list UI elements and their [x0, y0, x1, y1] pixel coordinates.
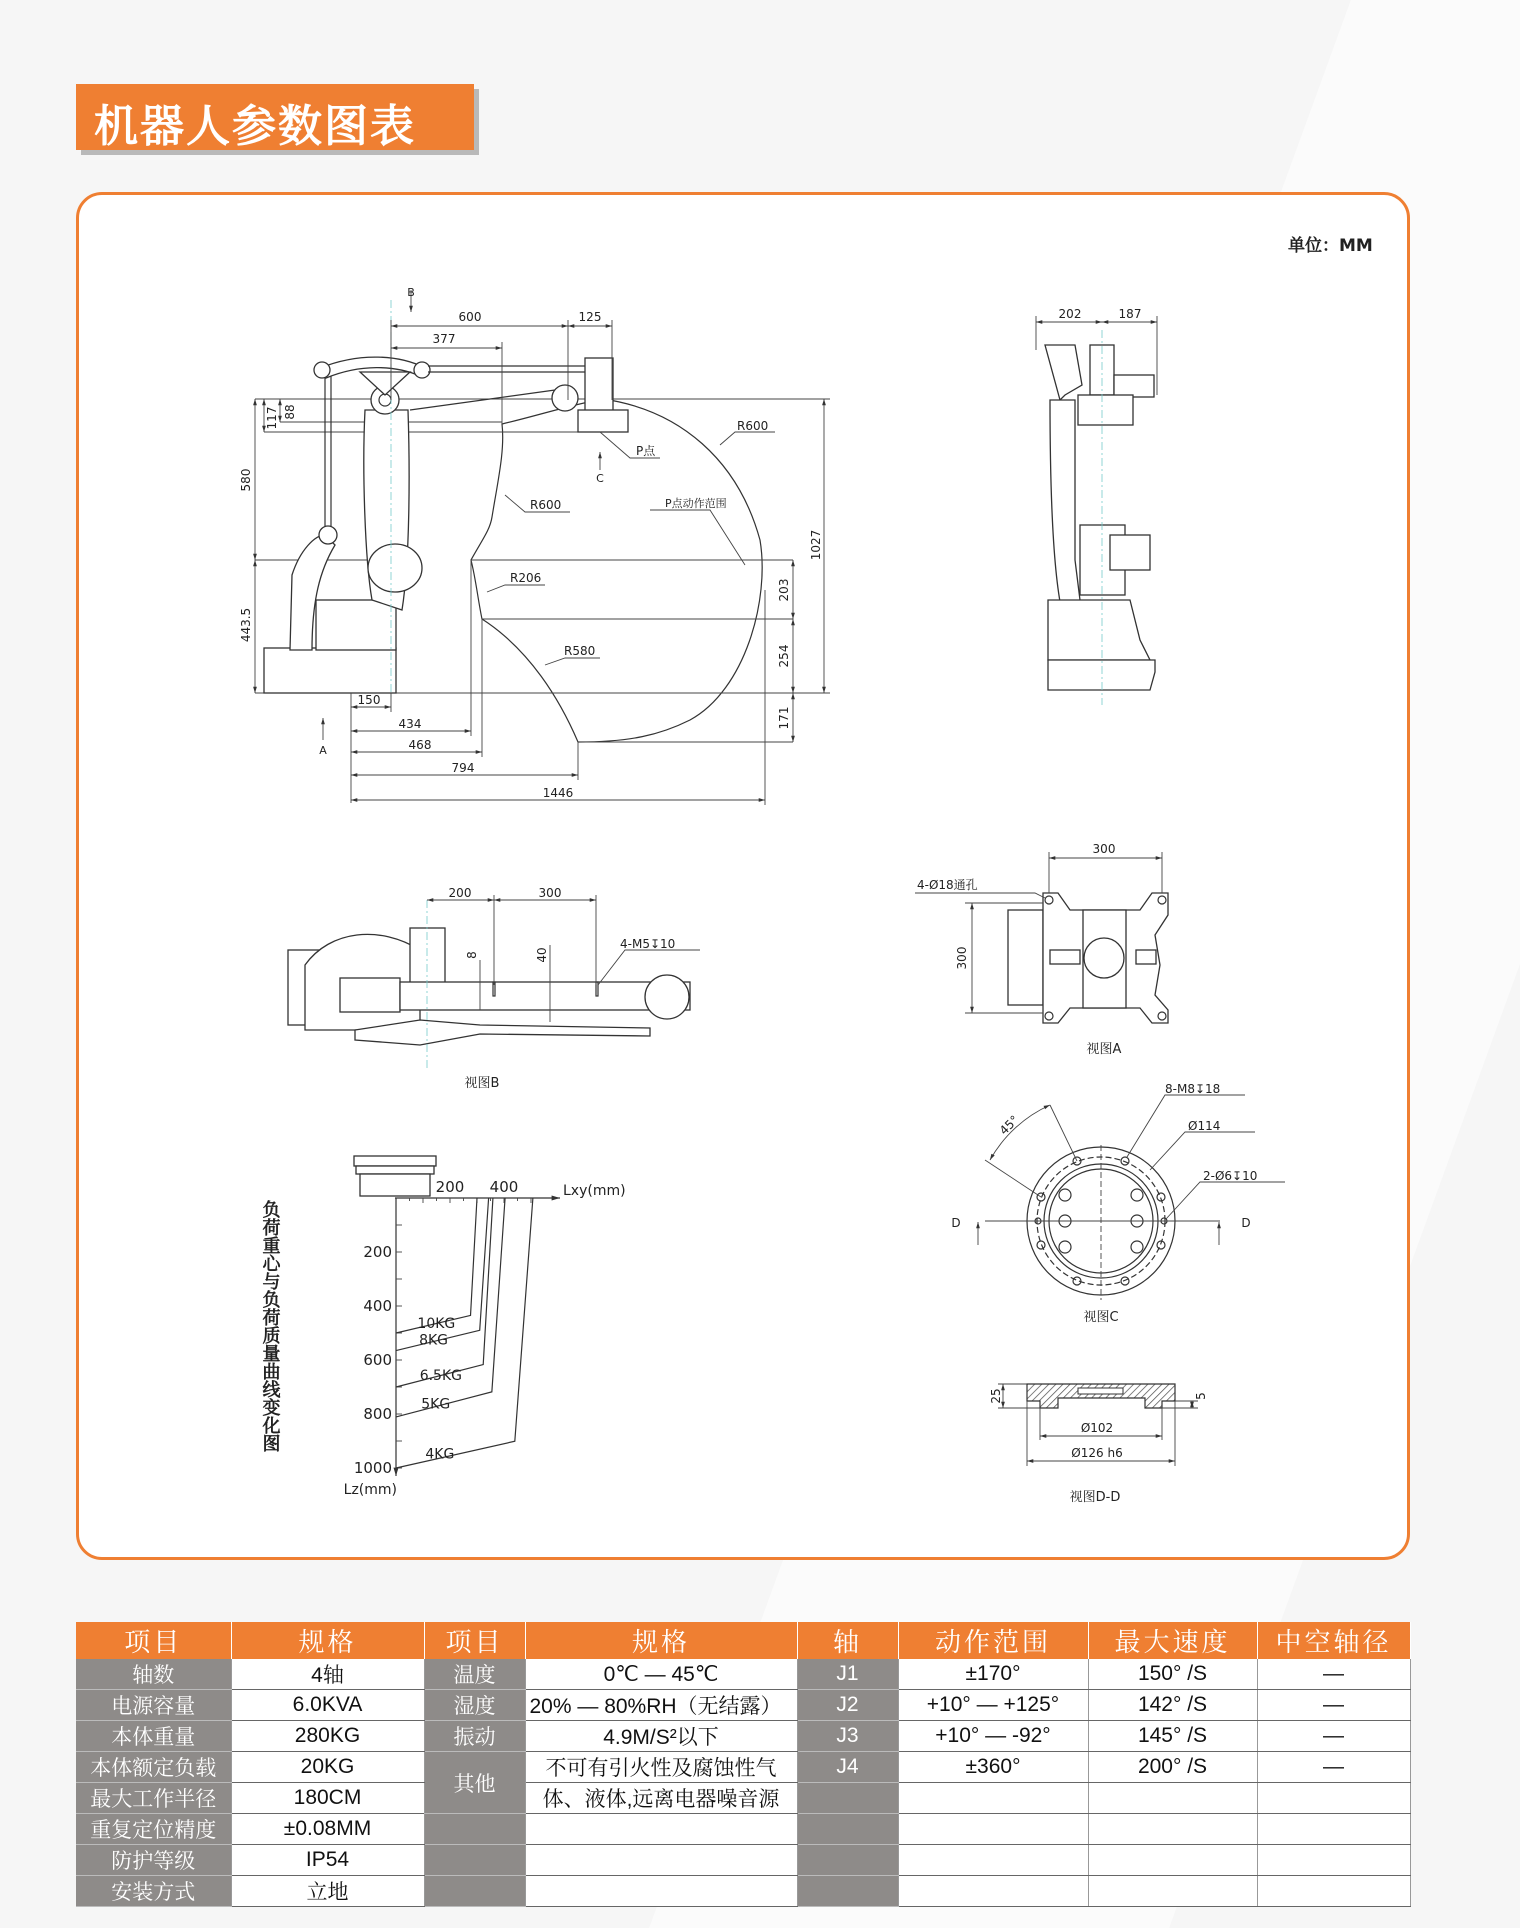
header-item: 项目 [76, 1622, 231, 1659]
dim-202: 202 [1058, 307, 1082, 321]
label-m8-holes: 8-M8↧18 [1165, 1082, 1221, 1096]
page-title: 机器人参数图表 [94, 101, 416, 152]
header-spec: 规格 [231, 1622, 424, 1659]
label-45-degree: 45° [996, 1112, 1022, 1138]
label-p-range: P点动作范围 [665, 497, 727, 510]
empty-cell [1088, 1845, 1257, 1876]
load-curve-label: 6.5KG [419, 1367, 462, 1384]
dim-254: 254 [777, 644, 791, 668]
header-axis: 轴 [797, 1622, 898, 1659]
range-cell: +10° — -92° [898, 1721, 1088, 1752]
robot-side-drawing [264, 357, 628, 693]
spec-cell: 立地 [231, 1876, 424, 1907]
empty-cell [424, 1876, 525, 1907]
label-r600-inner: R600 [530, 498, 562, 512]
view-c [951, 1082, 1285, 1325]
label-m5-holes: 4-M5↧10 [620, 937, 676, 951]
view-a-title: 视图A [1086, 1042, 1122, 1057]
y-tick-400: 400 [363, 1297, 392, 1315]
dim-125: 125 [578, 310, 602, 324]
range-cell: ±170° [898, 1659, 1088, 1690]
empty-cell [525, 1876, 797, 1907]
hollow-cell: — [1257, 1690, 1410, 1721]
axis-cell: J2 [797, 1690, 898, 1721]
empty-cell [898, 1876, 1088, 1907]
dim-171: 171 [777, 706, 791, 730]
dim-150: 150 [357, 693, 381, 707]
empty-cell [1088, 1814, 1257, 1845]
spec-cell: 280KG [231, 1721, 424, 1752]
view-b-title: 视图B [464, 1076, 500, 1091]
speed-cell: 142° /S [1088, 1690, 1257, 1721]
dim-187: 187 [1118, 307, 1142, 321]
hollow-cell: — [1257, 1752, 1410, 1783]
hollow-cell: — [1257, 1659, 1410, 1690]
y-tick-800: 800 [363, 1405, 392, 1423]
table-row [76, 1659, 1410, 1690]
dim-1027: 1027 [809, 529, 823, 561]
side-view [239, 286, 830, 805]
header-speed: 最大速度 [1088, 1622, 1257, 1659]
spec-cell: 4.9M/S²以下 [525, 1721, 797, 1752]
dim-434: 434 [398, 717, 422, 731]
dim-468: 468 [408, 738, 432, 752]
table-header-row [76, 1622, 1410, 1659]
header-spec-2: 规格 [525, 1622, 797, 1659]
load-curve-label: 5KG [421, 1396, 451, 1413]
hollow-cell: — [1257, 1721, 1410, 1752]
item-cell: 其他 [424, 1752, 525, 1814]
empty-cell [1257, 1845, 1410, 1876]
item-cell: 重复定位精度 [76, 1814, 231, 1845]
x-tick-400: 400 [489, 1178, 519, 1196]
dim-5: 5 [1194, 1392, 1208, 1400]
empty-cell [898, 1783, 1088, 1814]
spec-cell: 体、液体,远离电器噪音源 [525, 1783, 797, 1814]
dim-25: 25 [989, 1388, 1003, 1404]
load-curve-10kg [396, 1198, 477, 1333]
spec-cell: 20% — 80%RH（无结露） [525, 1690, 797, 1721]
x-axis-label: Lxy(mm) [563, 1183, 626, 1199]
item-cell: 湿度 [424, 1690, 525, 1721]
label-dia-126: Ø126 h6 [1071, 1446, 1123, 1460]
load-curve-4kg [396, 1198, 533, 1468]
item-cell: 振动 [424, 1721, 525, 1752]
dim-300: 300 [538, 886, 562, 900]
label-r580: R580 [564, 644, 596, 658]
table-row [76, 1876, 1410, 1907]
view-c-marker: C [596, 472, 604, 485]
section-d-right: D [1241, 1216, 1251, 1230]
dim-117: 117 [265, 406, 279, 430]
spec-cell: 6.0KVA [231, 1690, 424, 1721]
table-row [76, 1690, 1410, 1721]
dim-443-5: 443.5 [239, 607, 253, 643]
item-cell: 轴数 [76, 1659, 231, 1690]
load-chart [260, 1156, 626, 1498]
label-p-point: P点 [636, 444, 656, 458]
dim-200: 200 [448, 886, 472, 900]
empty-cell [424, 1845, 525, 1876]
unit-label: 单位：MM [1288, 236, 1373, 256]
table-row [76, 1783, 1410, 1814]
empty-cell [1257, 1783, 1410, 1814]
dim-40: 40 [535, 947, 549, 963]
empty-cell [797, 1783, 898, 1814]
header-item-2: 项目 [424, 1622, 525, 1659]
item-cell: 防护等级 [76, 1845, 231, 1876]
load-curve-6-5kg [396, 1198, 493, 1387]
table-row [76, 1721, 1410, 1752]
dim-300-width: 300 [1092, 842, 1116, 856]
label-18-holes: 4-Ø18通孔 [917, 878, 978, 892]
view-a-marker: A [319, 744, 327, 757]
item-cell: 本体额定负载 [76, 1752, 231, 1783]
dim-794: 794 [451, 761, 475, 775]
spec-cell: 4轴 [231, 1659, 424, 1690]
x-tick-200: 200 [435, 1178, 465, 1196]
y-axis-label: Lz(mm) [343, 1482, 397, 1498]
table-row [76, 1752, 1410, 1783]
load-curve-label: 10KG [417, 1316, 456, 1333]
dim-600: 600 [458, 310, 482, 324]
load-curve-label: 4KG [425, 1446, 455, 1463]
label-r206: R206 [510, 571, 542, 585]
axis-cell: J1 [797, 1659, 898, 1690]
y-tick-1000: 1000 [353, 1459, 392, 1477]
y-tick-600: 600 [363, 1351, 392, 1369]
dim-377: 377 [432, 332, 456, 346]
header-hollow: 中空轴径 [1257, 1622, 1410, 1659]
speed-cell: 200° /S [1088, 1752, 1257, 1783]
label-r600-outer: R600 [737, 419, 769, 433]
view-dd [989, 1384, 1208, 1505]
spec-cell: IP54 [231, 1845, 424, 1876]
speed-cell: 145° /S [1088, 1721, 1257, 1752]
dim-8: 8 [465, 951, 479, 959]
view-a [915, 842, 1168, 1057]
range-cell: ±360° [898, 1752, 1088, 1783]
range-cell: +10° — +125° [898, 1690, 1088, 1721]
front-view [1036, 307, 1157, 705]
item-cell: 本体重量 [76, 1721, 231, 1752]
load-curve-5kg [396, 1198, 505, 1417]
dim-300-height: 300 [955, 946, 969, 970]
item-cell: 最大工作半径 [76, 1783, 231, 1814]
dim-580: 580 [239, 468, 253, 492]
spec-cell: ±0.08MM [231, 1814, 424, 1845]
empty-cell [1088, 1876, 1257, 1907]
view-c-title: 视图C [1083, 1310, 1119, 1325]
dim-1446: 1446 [542, 786, 574, 800]
load-curve-label: 8KG [419, 1332, 449, 1349]
empty-cell [1088, 1783, 1257, 1814]
axis-cell: J3 [797, 1721, 898, 1752]
y-tick-200: 200 [363, 1243, 392, 1261]
item-cell: 安装方式 [76, 1876, 231, 1907]
empty-cell [898, 1814, 1088, 1845]
spec-cell: 20KG [231, 1752, 424, 1783]
dim-203: 203 [777, 578, 791, 602]
load-chart-title: 负荷重心与负荷质量曲线变化图 [259, 1200, 281, 1452]
empty-cell [797, 1876, 898, 1907]
table-row [76, 1814, 1410, 1845]
empty-cell [1257, 1814, 1410, 1845]
empty-cell [424, 1814, 525, 1845]
view-b-marker: B [407, 286, 415, 299]
empty-cell [525, 1845, 797, 1876]
section-d-left: D [951, 1216, 961, 1230]
empty-cell [797, 1845, 898, 1876]
label-dia-114: Ø114 [1188, 1119, 1221, 1133]
header-range: 动作范围 [898, 1622, 1088, 1659]
table-row [76, 1845, 1410, 1876]
spec-cell: 不可有引火性及腐蚀性气 [525, 1752, 797, 1783]
spec-table [76, 1622, 1411, 1907]
empty-cell [797, 1814, 898, 1845]
view-dd-title: 视图D-D [1069, 1490, 1121, 1505]
spec-cell: 0℃ — 45℃ [525, 1659, 797, 1690]
empty-cell [898, 1845, 1088, 1876]
label-dia-102: Ø102 [1080, 1421, 1114, 1435]
label-6-holes: 2-Ø6↧10 [1203, 1169, 1258, 1183]
dim-88: 88 [283, 404, 297, 420]
spec-cell: 180CM [231, 1783, 424, 1814]
view-b [288, 886, 700, 1091]
empty-cell [1257, 1876, 1410, 1907]
axis-cell: J4 [797, 1752, 898, 1783]
item-cell: 电源容量 [76, 1690, 231, 1721]
empty-cell [525, 1814, 797, 1845]
item-cell: 温度 [424, 1659, 525, 1690]
speed-cell: 150° /S [1088, 1659, 1257, 1690]
